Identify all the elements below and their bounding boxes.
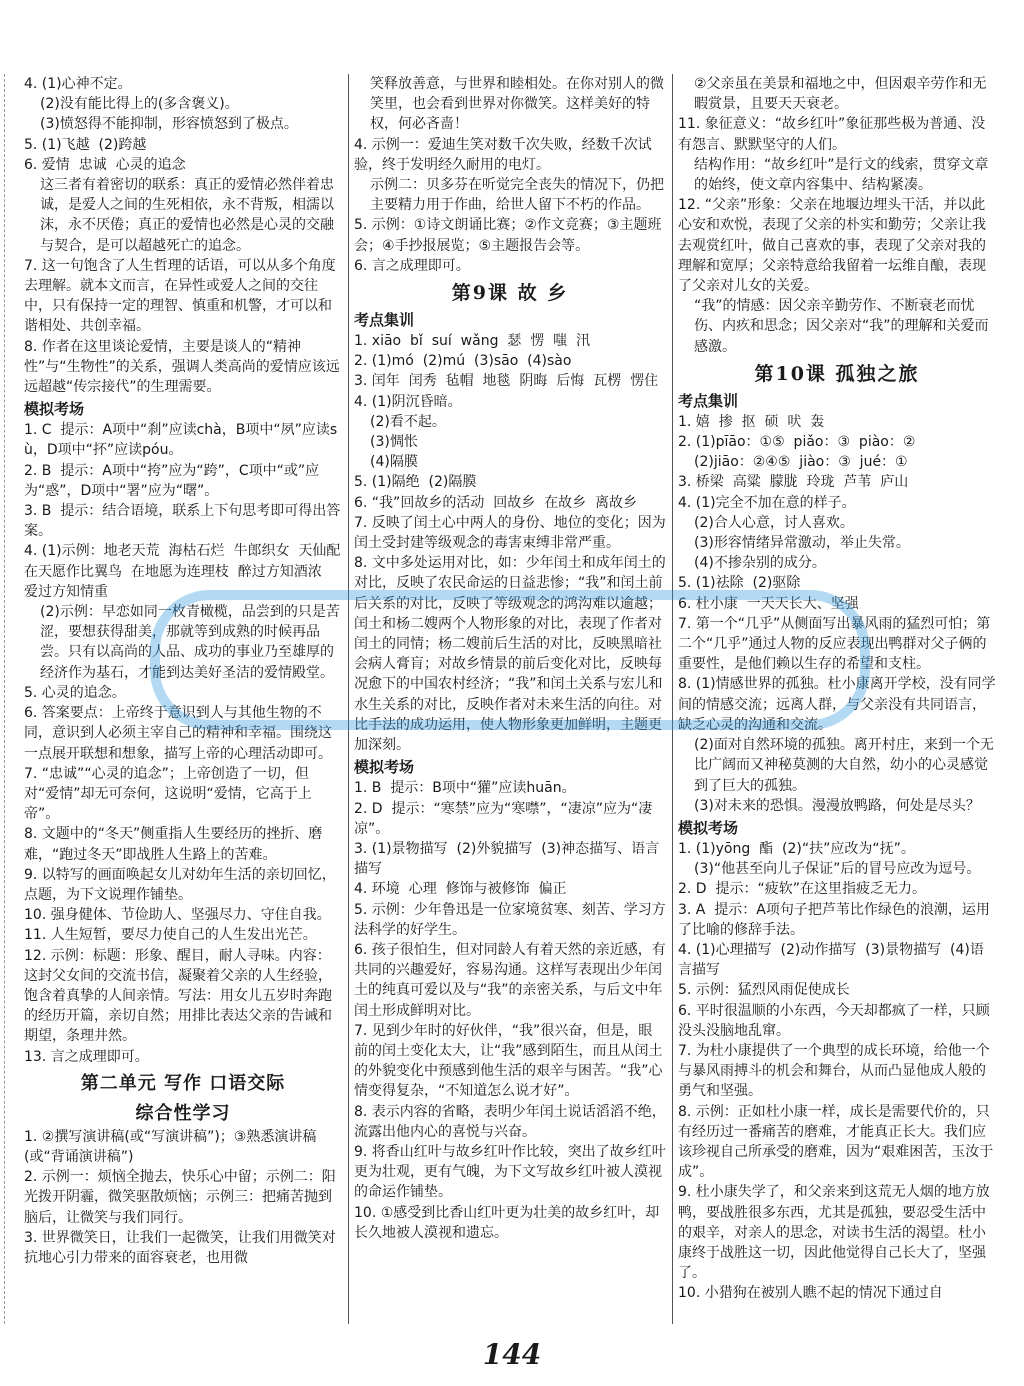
- answer-subline: 这三者有着密切的联系：真正的爱情必然伴着忠诚，是爱人之间的生死相依，永不背叛，相濡以沫，永不厌倦；真正的爱情也必然是心灵的交融与契合，是可以超越死亡的追念。: [40, 177, 334, 254]
- answer-subline: (4)隔膜: [370, 454, 418, 471]
- answer-line: 4. (1)心理描写 (2)动作描写 (3)景物描写 (4)语言描写: [678, 941, 984, 979]
- section-heading: 模拟考场: [24, 400, 85, 419]
- lesson-title: 第9课 故 乡: [451, 282, 569, 305]
- answer-subline: (3)形容情绪异常激动，举止失常。: [694, 535, 910, 552]
- answer-line: 6. 孩子很怕生，但对同龄人有着天然的亲近感，有共同的兴趣爱好，容易沟通。这样写表现出少年闰土的纯真可爱以及与“我”的亲密关系，与后文中年闰土形成鲜明对比。: [354, 941, 666, 1019]
- answer-line: 5. (1)飞越 (2)跨越: [24, 136, 147, 153]
- answer-line: 4. (1)完全不加在意的样子。: [678, 494, 856, 511]
- answer-subline: (2)示例：早恋如同一枚青橄榄，品尝到的只是苦涩，要想获得甜美，那就等到成熟的时候再品尝。只有以高尚的人品、成功的事业乃至雄厚的经济作为基石，才能到达美好圣洁的爱情殿堂。: [40, 604, 340, 681]
- answer-line: 6. 答案要点：上帝终于意识到人与其他生物的不同，意识到人必须主宰自己的精神和幸福。围绕这一点展开联想和想象，描写上帝的心理活动即可。: [24, 705, 332, 762]
- answer-line: 3. 桥梁 高粱 朦胧 玲珑 芦苇 庐山: [678, 474, 909, 491]
- unit-title: 综合性学习: [135, 1102, 231, 1124]
- answer-line: 2. 示例一：烦恼全抛去，快乐心中留；示例二：阳光拨开阴霾，微笑驱散烦恼；示例三：把痛苦抛到脑后，让微笑与我们同行。: [24, 1169, 336, 1226]
- answer-line: 3. A 提示：A项句子把芦苇比作绿色的浪潮，运用了比喻的修辞手法。: [678, 901, 990, 938]
- answer-subline: 示例二：贝多芬在听觉完全丧失的情况下，仍把主要精力用于作曲，给世人留下不朽的作品。: [370, 177, 664, 214]
- answer-line: 5. 示例：①诗文朗诵比赛；②作文竞赛；③主题班会；④手抄报展览；⑤主题报告会等。: [354, 217, 662, 254]
- answer-line: 4. (1)阴沉昏暗。: [354, 393, 462, 410]
- answer-line: 1. 嬉 掺 抠 硕 吠 轰: [678, 413, 825, 430]
- answer-line: 2. D 提示：“寒禁”应为“寒噤”，“凄凉”应为“凄凉”。: [354, 800, 653, 837]
- answer-line: 6. 杜小康 一天天长大、坚强: [678, 595, 859, 612]
- answer-line: 1. C 提示：A项中“刹”应读chà，B项中“夙”应读sù，D项中“抔”应读póu。: [24, 422, 338, 459]
- column-left: [24, 74, 350, 1268]
- answer-line: 2. D 提示：“疲软”在这里指疲乏无力。: [678, 881, 926, 898]
- answer-line: 2. (1)mó (2)mú (3)sāo (4)sào: [354, 353, 572, 370]
- binding-margin-line: [4, 74, 5, 1324]
- answer-subline: (3)惆怅: [370, 434, 418, 451]
- answer-subline: 结构作用：“故乡红叶”是行文的线索，贯穿文章的始终，使文章内容集中、结构紧凑。: [694, 156, 989, 194]
- answer-line: 8. 表示内容的省略，表明少年闰土说话滔滔不绝，流露出他内心的喜悦与兴奋。: [354, 1103, 666, 1140]
- column-right: [678, 74, 996, 1304]
- answer-line: 6. 爱情 忠诚 心灵的追念: [24, 156, 186, 173]
- answer-line: 8. 文题中的“冬天”侧重指人生要经历的挫折、磨难，“跑过冬天”即战胜人生路上的苦难。: [24, 826, 323, 863]
- section-heading: 模拟考场: [678, 818, 739, 837]
- answer-subline: (2)合人心意，讨人喜欢。: [694, 514, 854, 531]
- answer-subline: ②父亲虽在美景和福地之中，但因艰辛劳作和无暇赏景，且要天天衰老。: [694, 76, 987, 113]
- answer-line: 4. 示例一：爱迪生笑对数千次失败，经数千次试验，终于发明经久耐用的电灯。: [354, 136, 652, 173]
- answer-line: 8. 示例：正如杜小康一样，成长是需要代价的，只有经历过一番痛苦的磨难，才能真正长大。我们应该珍视自己所承受的磨难，因为“艰难困苦，玉汝于成”。: [678, 1103, 994, 1181]
- answer-line: 10. 强身健体、节俭助人、坚强尽力、守住自我。: [24, 907, 331, 924]
- answer-line: 9. 将香山红叶与故乡红叶作比较，突出了故乡红叶更为壮观，更有气魄，为下文写故乡红叶被人漠视的命运作铺垫。: [354, 1143, 666, 1201]
- answer-subline: (4)不掺杂别的成分。: [694, 555, 826, 572]
- answer-key-page: [14, 74, 996, 1324]
- answer-line: 6. 平时很温顺的小东西，今天却都疯了一样，只顾没头没脑地乱窜。: [678, 1002, 990, 1039]
- answer-subline: (3)愤怒得不能抑制，形容愤怒到了极点。: [40, 116, 298, 133]
- unit-title: 第二单元 写作 口语交际: [80, 1072, 286, 1094]
- column-divider: [672, 74, 673, 1324]
- answer-line: 9. 以特写的画面唤起女儿对幼年生活的亲切回忆，点题，为下文说理作铺垫。: [24, 866, 336, 903]
- answer-line: 7. 反映了闰土心中两人的身份、地位的变化；因为闰土受封建等级观念的毒害束缚非常严重。: [354, 514, 666, 552]
- section-heading: 模拟考场: [354, 758, 415, 777]
- answer-line: 4. 环境 心理 修饰与被修饰 偏正: [354, 881, 567, 898]
- answer-subline: (2)看不起。: [370, 413, 446, 430]
- answer-line: 6. “我”回故乡的活动 回故乡 在故乡 离故乡: [354, 494, 638, 511]
- section-heading: 考点集训: [678, 391, 739, 410]
- answer-line: 7. 这一句饱含了人生哲理的话语，可以从多个角度去理解。就本文而言，在异性或爱人之间的交往中，只有保持一定的理智、慎重和机警，才可以和谐相处、共创幸福。: [24, 257, 336, 335]
- page-number: 144: [482, 1338, 542, 1371]
- answer-line: 5. 示例：猛烈风雨促使成长: [678, 982, 850, 999]
- answer-line: 8. 文中多处运用对比，如：少年闰土和成年闰土的对比，反映了农民命运的日益悲惨；“我”和闰土前后关系的对比，反映了等级观念的鸿沟难以逾越；闰土和杨二嫂两个人物形象的对比，表现了作者对闰土的同情；杨二嫂前后生活的对比，反映黑暗社会病人膏肓；对故乡情景的前后变化对比，反映每况愈下的中国农村经济；“我”和闰土关系与宏儿和水生关系的对比，反映作者对未来生活的向往。对比手法的成功运用，使人物形象更加鲜明，主题更加深刻。: [354, 555, 666, 754]
- answer-line: 7. 为杜小康提供了一个典型的成长环境，给他一个与暴风雨搏斗的机会和舞台，从而凸显他成人般的勇气和坚强。: [678, 1042, 990, 1100]
- answer-line: 3. B 提示：结合语境，联系上下句思考即可得出答案。: [24, 503, 341, 540]
- answer-line: 3. 世界微笑日，让我们一起微笑，让我们用微笑对抗地心引力带来的面容衰老，也用微: [24, 1229, 336, 1266]
- answer-subline: “我”的情感：因父亲辛勤劳作、不断衰老而忧伤、内疚和思念；因父亲对“我”的理解和关爱而感激。: [694, 298, 989, 355]
- answer-line: 8. 作者在这里谈论爱情，主要是谈人的“精神性”与“生物性”的关系，强调人类高尚的爱情应该远远超越“传宗接代”的生理需要。: [24, 338, 340, 396]
- answer-line: 8. (1)情感世界的孤独。杜小康离开学校，没有同学间的情感交流；远离人群，与父亲没有共同语言，缺乏心灵的沟通和交流。: [678, 676, 996, 733]
- answer-line: 10. 小猎狗在被别人瞧不起的情况下通过自: [678, 1285, 943, 1302]
- answer-line: 10. ①感受到比香山红叶更为壮美的故乡红叶，却长久地被人漠视和遗忘。: [354, 1204, 660, 1241]
- answer-line: 3. (1)景物描写 (2)外貌描写 (3)神态描写、语言描写: [354, 840, 660, 878]
- answer-line: 7. 见到少年时的好伙伴，“我”很兴奋，但是，眼前的闰土变化太大，让“我”感到陌生，而且从闰土的外貌变化中预感到他生活的艰辛与困苦。“我”心情变得复杂，“不知道怎么说才好”。: [354, 1022, 663, 1100]
- answer-line: 9. 杜小康失学了，和父亲来到这荒无人烟的地方放鸭，要战胜很多东西，尤其是孤独，要忍受生活中的艰辛，对亲人的思念，对读书生活的渴望。杜小康终于战胜这一切，因此他觉得自己长大了，坚强了。: [678, 1184, 990, 1282]
- answer-line: 13. 言之成理即可。: [24, 1048, 149, 1065]
- answer-subline: (2)面对自然环境的孤独。离开村庄，来到一个无比广阔而又神秘莫测的大自然，幼小的心灵感觉到了巨大的孤独。: [694, 737, 994, 794]
- answer-line: 1. (1)yōng 酯 (2)“扶”应改为“抚”。: [678, 840, 915, 857]
- answer-line: 5. (1)祛除 (2)驱除: [678, 575, 801, 592]
- answer-line: 5. (1)隔绝 (2)隔膜: [354, 474, 477, 491]
- section-heading: 考点集训: [354, 311, 415, 330]
- answer-line: 1. ②撰写演讲稿(或“写演讲稿”)；③熟悉演讲稿(或“背诵演讲稿”): [24, 1128, 317, 1165]
- answer-line: 11. 人生短暂，要尽力使自己的人生发出光芒。: [24, 927, 317, 944]
- answer-line: 1. xiāo bǐ suí wǎng 瑟 愣 嗤 汛: [354, 333, 591, 350]
- answer-line: 2. B 提示：A项中“挎”应为“跨”，C项中“或”应为“惑”，D项中“署”应为“曙”。: [24, 462, 320, 499]
- answer-line: 12. “父亲”形象：父亲在地堰边埋头干活，并以此心安和欢悦，表现了父亲的朴实和勤劳；父亲让我去观赏红叶，做自己喜欢的事，表现了父亲对我的理解和宽厚；父亲特意给我留着一坛维自酿，表现了父亲对儿女的关爱。: [678, 197, 986, 295]
- answer-line: 11. 象征意义：“故乡红叶”象征那些极为普通、没有怨言、默默坚守的人们。: [678, 116, 986, 153]
- answer-continuation: 笑释放善意，与世界和睦相处。在你对别人的微笑里，也会看到世界对你微笑。这样美好的特权，何必吝啬！: [370, 76, 664, 133]
- answer-line: 6. 言之成理即可。: [354, 257, 470, 274]
- answer-line: 7. 第一个“几乎”从侧面写出暴风雨的猛烈可怕；第二个“几乎”通过人物的反应表现出鸭群对父子俩的重要性，是他们赖以生存的希望和支柱。: [678, 615, 991, 673]
- column-middle: [354, 74, 666, 1243]
- column-divider: [348, 74, 349, 1324]
- answer-subline: (2)jiāo：②④⑤ jiào：③ jué：①: [694, 454, 908, 471]
- answer-line: 4. (1)示例：地老天荒 海枯石烂 牛郎织女 天仙配 在天愿作比翼鸟 在地愿为连理枝 醉过方知酒浓 爱过方知情重: [24, 543, 350, 600]
- answer-line: 5. 心灵的追念。: [24, 684, 126, 701]
- answer-line: 2. (1)pīāo：①⑤ piǎo：③ piào：②: [678, 434, 916, 451]
- answer-subline: (2)没有能比得上的(多含褒义)。: [40, 96, 239, 113]
- lesson-title: 第10课 孤独之旅: [754, 362, 920, 385]
- answer-line: 4. (1)心神不定。: [24, 76, 132, 92]
- answer-subline: (3)“他甚至向儿子保证”后的冒号应改为逗号。: [694, 861, 981, 878]
- answer-line: 5. 示例：少年鲁迅是一位家境贫寒、刻苦、学习方法科学的好学生。: [354, 901, 666, 938]
- answer-subline: (3)对未来的恐惧。漫漫放鸭路，何处是尽头？: [694, 797, 980, 814]
- answer-line: 7. “忠诚”“心灵的追念”；上帝创造了一切，但对“爱情”却无可奈何，这说明“爱情，它高于上帝”。: [24, 765, 312, 823]
- answer-line: 3. 闰年 闰秀 毡帽 地毯 阴晦 后悔 瓦楞 愣住: [354, 373, 659, 390]
- answer-line: 12. 示例：标题：形象、醒目，耐人寻味。内容：这封父女间的交流书信，凝聚着父亲的人生经验，饱含着真挚的人间亲情。写法：用女儿五岁时奔跑的经历开篇，亲切自然；用排比表达父亲的告诫和期望，条理井然。: [24, 947, 332, 1045]
- answer-line: 1. B 提示：B项中“獾”应读huān。: [354, 780, 576, 797]
